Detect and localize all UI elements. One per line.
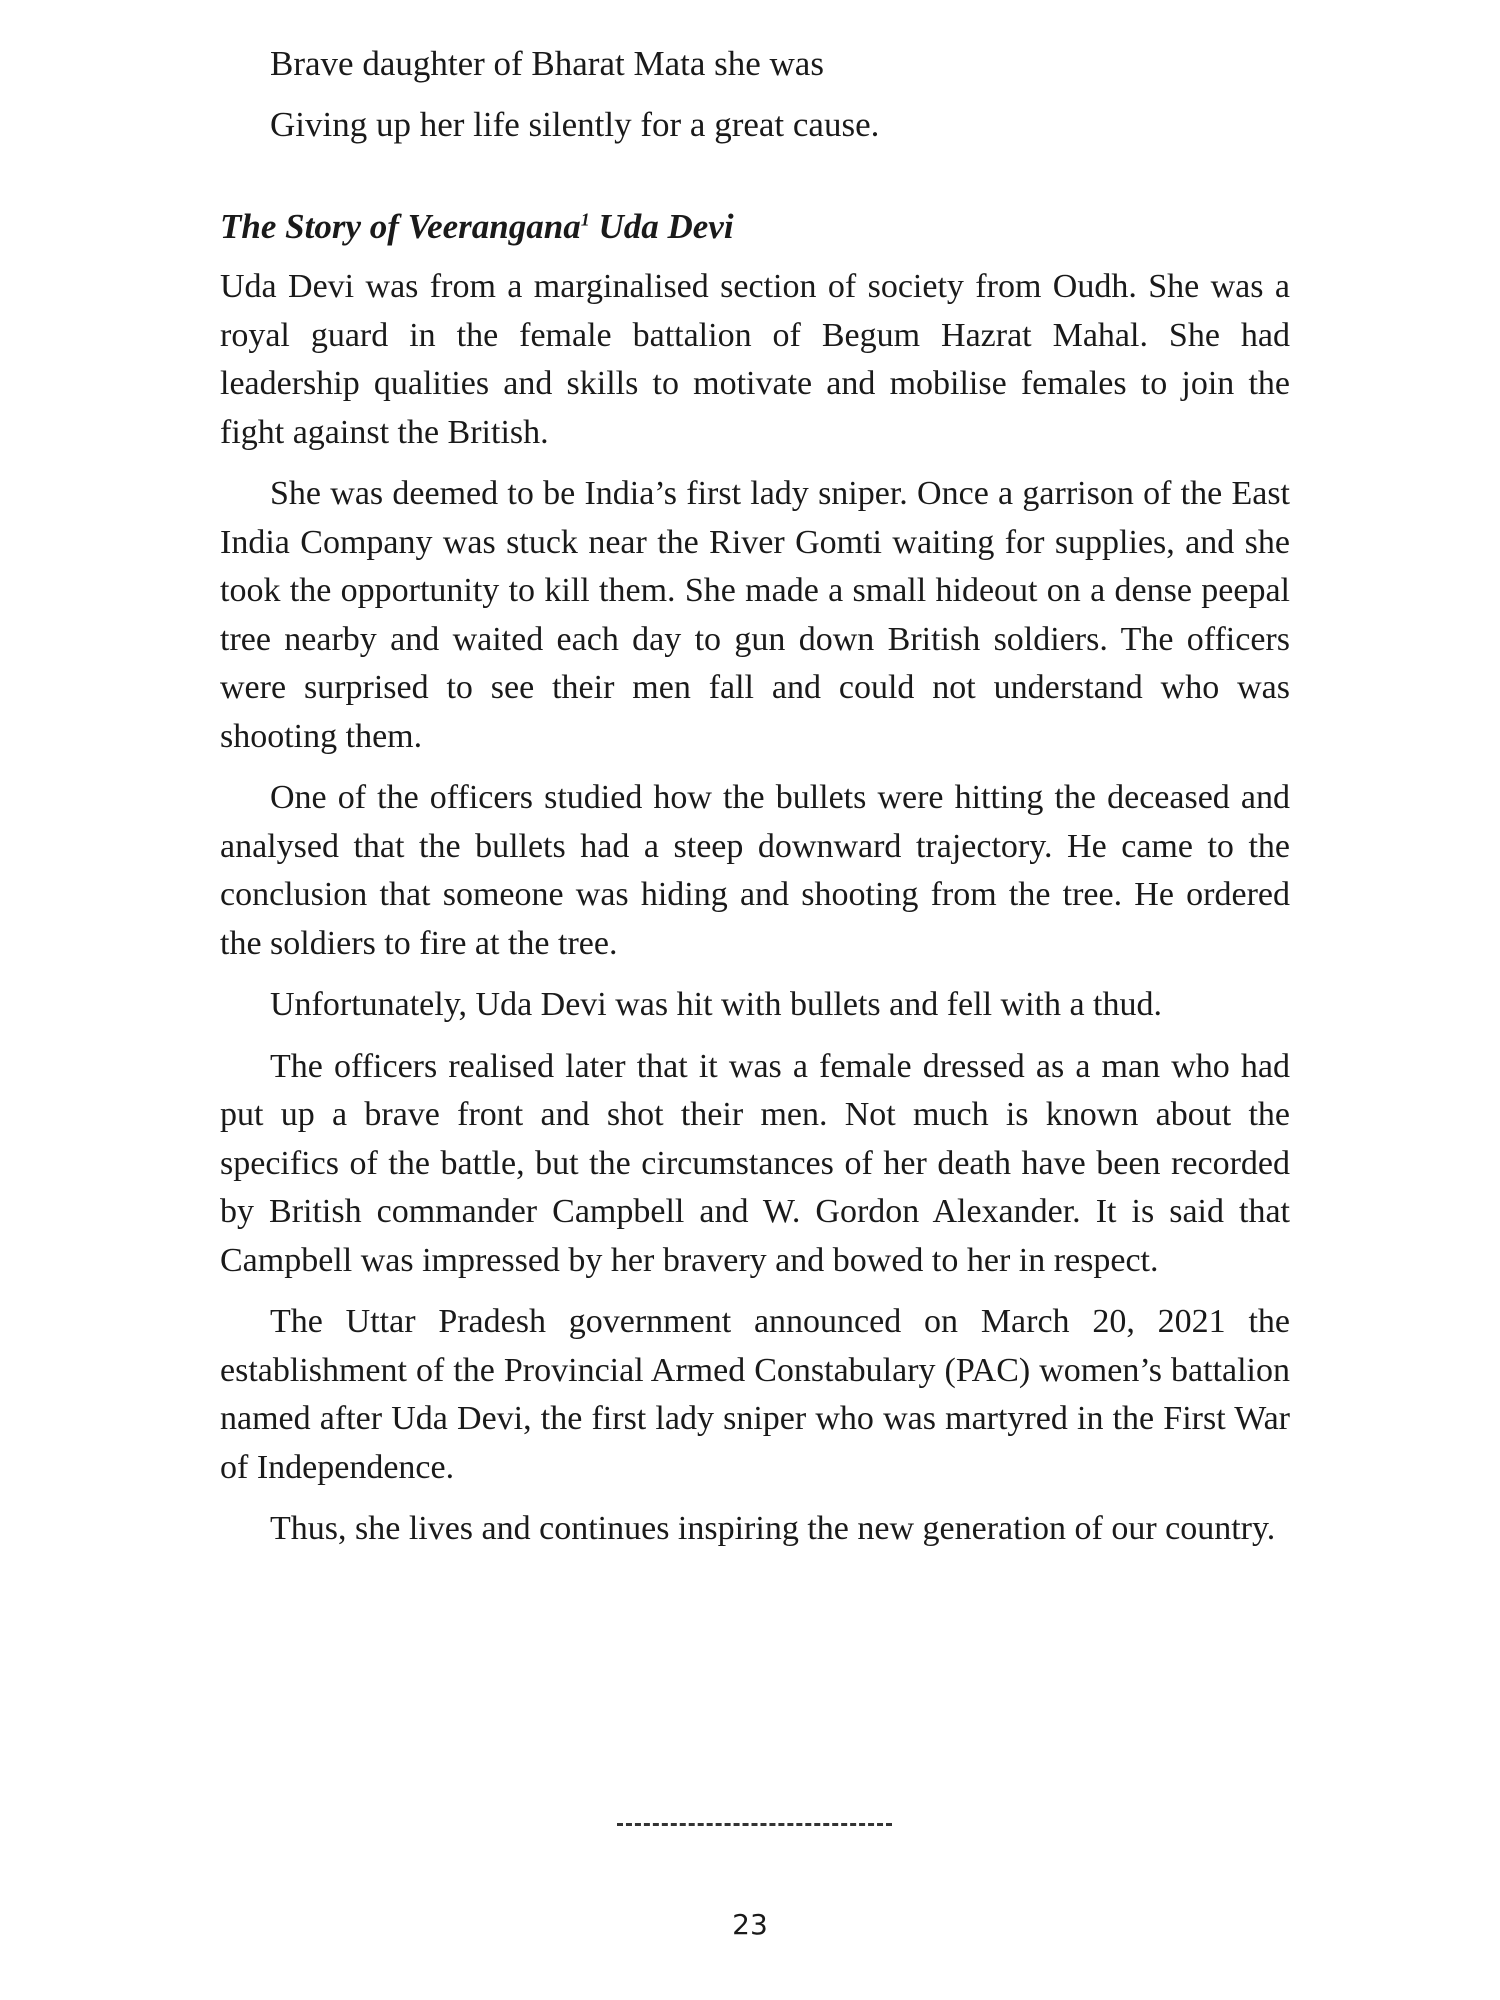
footnote-marker: 1: [580, 209, 590, 230]
paragraph: The Uttar Pradesh government announced on March 20, 2021 the establishment of the Provincial Armed Constabulary (PAC) women’s battalion named after Uda Devi, the first lady sniper who was martyred in the First War of Independence.: [220, 1303, 1290, 1486]
paragraph: The officers realised later that it was a female dressed as a man who had put up a brave front and shot their men. Not much is known about the specifics of the battle, but the circumstances of her death have been recorded by British commander Campbell and W. Gordon Alexander. It is said that Campbell was impressed by her bravery and bowed to her in respect.: [220, 1047, 1290, 1279]
paragraph: She was deemed to be India’s first lady sniper. Once a garrison of the East India Company was stuck near the River Gomti waiting for supplies, and she took the opportunity to kill them. She made a small hideout on a dense peepal tree nearby and waited each day to gun down British soldiers. The officers were surprised to see their men fall and could not understand who was shooting them.: [220, 475, 1290, 755]
heading-name: Uda Devi: [589, 207, 734, 246]
heading-title: The Story of Veerangana: [220, 207, 581, 246]
page-number: 23: [732, 1908, 768, 1941]
paragraph: Unfortunately, Uda Devi was hit with bullets and fell with a thud.: [270, 986, 1163, 1023]
paragraph: Uda Devi was from a marginalised section of society from Oudh. She was a royal guard in the female battalion of Begum Hazrat Mahal. She had leadership qualities and skills to motivate and mobilise females to join the fight against the British.: [220, 268, 1290, 451]
poem-line: Giving up her life silently for a great cause.: [270, 105, 880, 144]
poem-line: Brave daughter of Bharat Mata she was: [270, 44, 824, 83]
section-separator: [617, 1823, 892, 1826]
paragraph: Thus, she lives and continues inspiring the new generation of our country.: [270, 1510, 1276, 1547]
page-content: [220, 40, 1290, 1567]
paragraph: One of the officers studied how the bullets were hitting the deceased and analysed that the bullets had a steep downward trajectory. He came to the conclusion that someone was hiding and shooting from the tree. He ordered the soldiers to fire at the tree.: [220, 779, 1290, 962]
section-heading: [220, 203, 1290, 251]
